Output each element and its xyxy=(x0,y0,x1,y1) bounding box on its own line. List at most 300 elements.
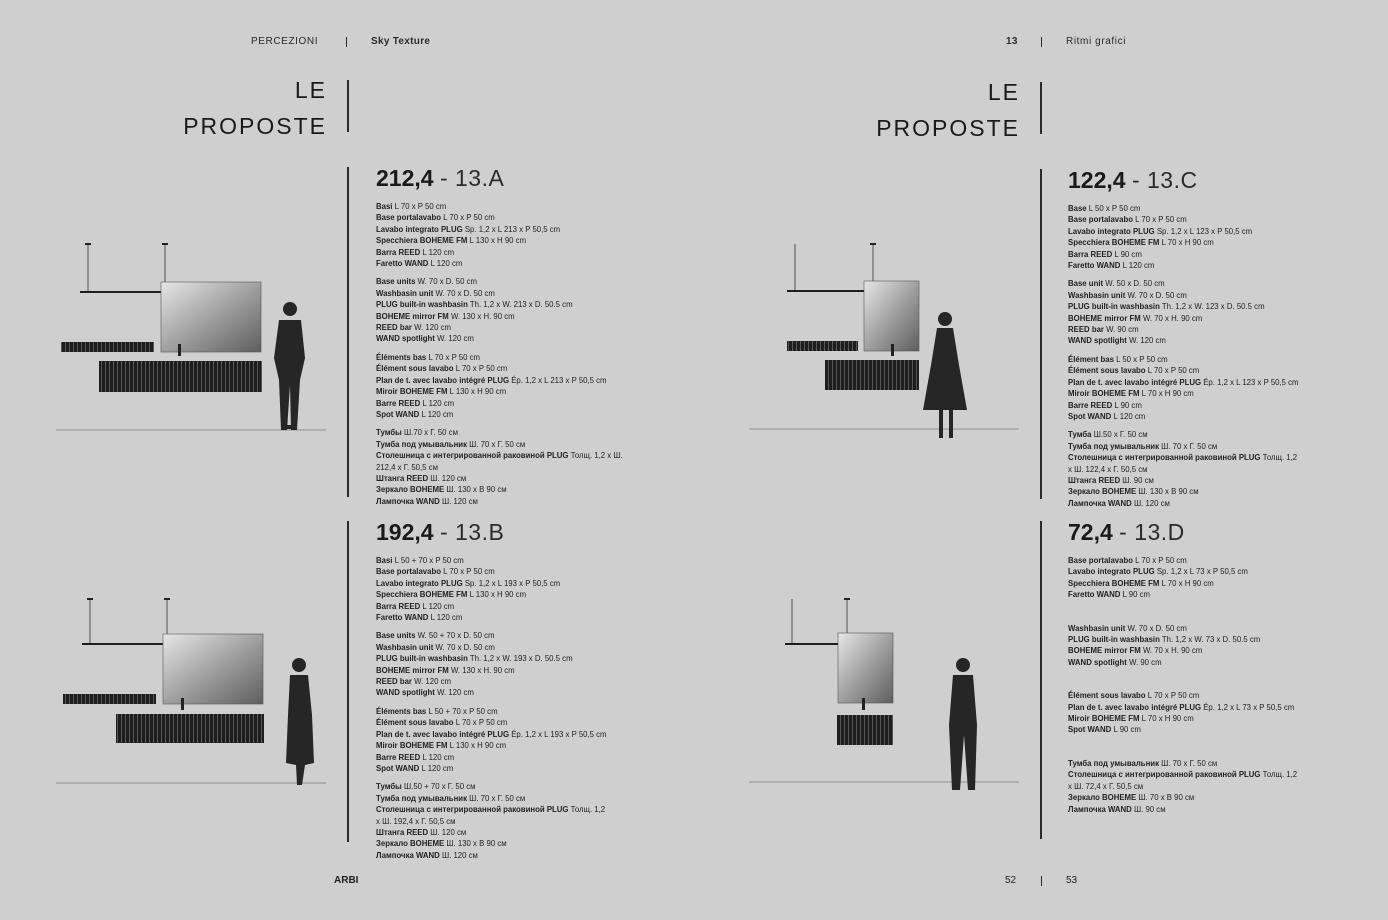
spec-line xyxy=(376,386,676,397)
spec-item-name: Élément sous lavabo xyxy=(1068,691,1146,701)
spec-item-name: Élément sous lavabo xyxy=(376,364,454,374)
spec-line xyxy=(1068,486,1368,497)
spec-line xyxy=(1068,335,1368,346)
spec-line xyxy=(1068,724,1368,735)
title-line: LE xyxy=(294,77,327,103)
spec-line xyxy=(1068,589,1368,600)
spec-item-size: W. 120 cm xyxy=(1126,336,1166,346)
spec-item-name: Washbasin unit xyxy=(376,288,434,298)
spec-item-size: L 70 x H 90 cm xyxy=(1159,578,1214,588)
spec-line xyxy=(1068,804,1368,815)
spec-item-size: Ш. 120 см xyxy=(439,850,478,860)
spec-item-size: W. 70 x D. 50 cm xyxy=(433,288,495,298)
spec-item-size: Th. 1,2 x W. 123 x D. 50.5 cm xyxy=(1159,302,1265,312)
spec-item-name: Штанга REED xyxy=(376,473,429,483)
composition-13d xyxy=(1068,519,1368,822)
spec-item-name: Тумба под умывальник xyxy=(376,793,468,803)
spec-item-size: Ш. 70 x Г. 50 см xyxy=(467,793,526,803)
spec-line xyxy=(376,706,676,717)
spec-line xyxy=(1068,411,1368,422)
spec-line xyxy=(376,752,676,763)
spec-item-name: Base portalavabo xyxy=(1068,215,1133,225)
spec-item-size: Ép. 1,2 x L 73 x P 50,5 cm xyxy=(1201,702,1295,712)
spec-item-name: Miroir BOHEME FM xyxy=(1068,389,1140,399)
spec-line xyxy=(376,311,676,322)
spec-line xyxy=(376,439,676,450)
tap xyxy=(178,344,181,356)
spec-item-size: W. 50 + 70 x D. 50 cm xyxy=(415,631,495,641)
spec-line xyxy=(1068,290,1368,301)
spec-line xyxy=(1068,475,1368,486)
spec-item-size: Ш. 130 x В 90 см xyxy=(1136,487,1199,497)
spec-line xyxy=(376,473,676,484)
spec-item-name: Тумбы xyxy=(376,782,402,792)
composition-size: 72,4 xyxy=(1068,519,1113,545)
spec-item-size: L 70 x P 50 cm xyxy=(1145,366,1200,376)
spec-group xyxy=(376,201,676,269)
spec-item-size: Ш. 120 см xyxy=(1131,498,1170,508)
spec-item-name: Miroir BOHEME FM xyxy=(376,387,448,397)
spec-item-size: Th. 1,2 x W. 213 x D. 50.5 cm xyxy=(467,300,573,310)
composition-id: - 13.D xyxy=(1119,519,1185,545)
spec-group xyxy=(376,427,676,507)
spec-item-size: L 70 x P 50 cm xyxy=(1133,215,1187,225)
composition-13b xyxy=(376,519,676,868)
header-divider xyxy=(346,37,347,47)
spec-item-size: L 120 cm xyxy=(1120,261,1155,271)
spec-item-name: PLUG built-in washbasin xyxy=(376,654,468,664)
spec-line xyxy=(376,612,676,623)
spec-item-size: W. 130 x H. 90 cm xyxy=(448,665,515,675)
spec-item-name: Base portalavabo xyxy=(376,213,441,223)
spec-line xyxy=(1068,713,1368,724)
spec-item-name: Лампочка WAND xyxy=(1068,804,1132,814)
footer-divider xyxy=(1041,876,1042,886)
spec-item-size: L 120 cm xyxy=(420,601,455,611)
spec-item-size: L 50 x P 50 cm xyxy=(1113,354,1168,364)
spec-item-name: PLUG built-in washbasin xyxy=(376,300,468,310)
composition-13a-illustration xyxy=(50,240,340,455)
spec-item-name: Тумба под умывальник xyxy=(376,439,468,449)
spec-group xyxy=(1068,690,1368,736)
title-rule xyxy=(1040,82,1042,134)
spec-item-name: BOHEME mirror FM xyxy=(1068,313,1141,323)
reed-bar xyxy=(80,291,173,293)
spec-item-name: WAND spotlight xyxy=(376,334,435,344)
spec-item-name: Washbasin unit xyxy=(1068,290,1126,300)
spec-item-name: Тумба под умывальник xyxy=(1068,441,1160,451)
spec-line xyxy=(1068,301,1368,312)
spec-item-name: Washbasin unit xyxy=(376,642,434,652)
spec-item-size: W. 70 x D. 50 cm xyxy=(1125,623,1187,633)
spec-item-size: Th. 1,2 x W. 193 x D. 50.5 cm xyxy=(467,654,573,664)
composition-code xyxy=(1068,519,1368,545)
header-divider xyxy=(1041,37,1042,47)
spec-item-name: Base portalavabo xyxy=(1068,556,1133,565)
washbasin-unit xyxy=(825,360,919,390)
spec-item-size: L 120 cm xyxy=(1111,411,1146,421)
spec-item-size: W. 70 x D. 50 cm xyxy=(415,277,477,287)
block-rule xyxy=(1040,169,1042,499)
spec-item-name: REED bar xyxy=(1068,325,1104,335)
spec-item-name: Штанга REED xyxy=(376,827,429,837)
spec-item-name: Base unit xyxy=(1068,279,1104,289)
spec-item-size: Sp. 1,2 x L 73 x P 50,5 cm xyxy=(1154,567,1248,577)
reed-bar xyxy=(82,643,175,645)
spec-item-size: W. 70 x D. 50 cm xyxy=(1125,290,1187,300)
footer-brand: ARBI xyxy=(334,875,359,886)
spec-item-size: W. 130 x H. 90 cm xyxy=(448,311,515,321)
spec-group xyxy=(376,276,676,344)
spec-item-size: x Ш. 122,4 x Г. 50,5 см xyxy=(1068,464,1148,474)
composition-13a xyxy=(376,165,676,514)
spec-line xyxy=(376,352,676,363)
spec-item-name: Штанга REED xyxy=(1068,475,1121,485)
spec-item-name: WAND spotlight xyxy=(1068,336,1127,346)
spec-item-name: Faretto WAND xyxy=(376,259,429,269)
spec-item-size: L 70 x P 50 cm xyxy=(441,213,495,223)
spec-item-size: L 120 cm xyxy=(428,613,463,623)
spec-line xyxy=(1068,452,1368,463)
spec-group xyxy=(376,352,676,420)
spec-group xyxy=(1068,429,1368,509)
spec-line xyxy=(1068,623,1368,634)
spec-line xyxy=(376,409,676,420)
spec-line xyxy=(376,555,676,566)
person-figure xyxy=(923,312,967,438)
footer-page-left: 52 xyxy=(1005,875,1017,886)
spec-line xyxy=(376,496,676,507)
spec-item-size: W. 70 x H. 90 cm xyxy=(1140,646,1203,656)
spec-item-size: Ш. 120 см xyxy=(428,827,467,837)
spec-line xyxy=(1068,388,1368,399)
spec-line xyxy=(376,235,676,246)
spec-line xyxy=(1068,578,1368,589)
spec-item-name: Spot WAND xyxy=(1068,411,1112,421)
spec-item-size: L 70 x P 50 cm xyxy=(1145,691,1200,701)
mirror xyxy=(838,633,893,703)
base-unit xyxy=(787,341,858,351)
spec-group xyxy=(376,706,676,774)
spec-line xyxy=(376,450,676,461)
spec-item-size: Толщ. 1,2 xyxy=(1260,453,1298,463)
spec-line xyxy=(376,850,676,861)
title-line: PROPOSTE xyxy=(183,113,327,139)
spec-line xyxy=(376,212,676,223)
spec-item-name: Тумбы xyxy=(376,428,402,438)
spec-item-name: Plan de t. avec lavabo intégré PLUG xyxy=(1068,377,1202,387)
spec-item-name: Зеркало BOHEME xyxy=(1068,793,1137,803)
spec-line xyxy=(376,566,676,577)
spec-item-name: Éléments bas xyxy=(376,706,427,716)
spec-line xyxy=(1068,555,1368,566)
spec-item-size: L 70 x P 50 cm xyxy=(453,718,508,728)
spec-item-size: 212,4 x Г. 50,5 см xyxy=(376,462,438,472)
spec-line xyxy=(376,427,676,438)
spec-group xyxy=(1068,354,1368,422)
spec-item-size: Sp. 1,2 x L 193 x P 50,5 cm xyxy=(462,578,561,588)
spec-line xyxy=(376,299,676,310)
spec-item-name: Лампочка WAND xyxy=(376,850,440,860)
spec-item-size: Sp. 1,2 x L 213 x P 50,5 cm xyxy=(462,224,561,234)
spec-item-size: L 130 x H 90 cm xyxy=(467,236,527,246)
spec-line xyxy=(1068,769,1368,780)
spec-item-size: L 130 x H 90 cm xyxy=(447,741,507,751)
spec-item-name: Barra REED xyxy=(376,601,421,611)
spec-line xyxy=(1068,566,1368,577)
spec-item-name: Spot WAND xyxy=(376,763,420,773)
spec-line xyxy=(376,838,676,849)
spec-line xyxy=(376,589,676,600)
spec-item-size: L 120 cm xyxy=(420,247,455,257)
spec-item-size: W. 120 cm xyxy=(434,688,474,698)
spec-group xyxy=(376,781,676,861)
spec-line xyxy=(376,333,676,344)
spec-item-size: L 130 x H 90 cm xyxy=(467,590,527,600)
spec-item-name: Barra REED xyxy=(1068,249,1113,259)
header-section-right: Ritmi grafici xyxy=(1066,36,1127,47)
spec-item-size: Толщ. 1,2 xyxy=(1260,770,1298,780)
spec-item-size: L 90 cm xyxy=(1112,400,1142,410)
spec-item-size: W. 90 cm xyxy=(1103,325,1139,335)
spec-line xyxy=(1068,758,1368,769)
composition-size: 192,4 xyxy=(376,519,434,545)
spec-item-size: Ш. 130 x В 90 см xyxy=(444,485,507,495)
spec-line xyxy=(376,642,676,653)
spec-line xyxy=(1068,400,1368,411)
spec-item-size: x Ш. 192,4 x Г. 50,5 см xyxy=(376,816,456,826)
header-collection: Sky Texture xyxy=(371,36,431,47)
spec-line xyxy=(376,687,676,698)
spec-list xyxy=(376,555,676,861)
composition-code xyxy=(1068,167,1368,193)
spec-item-name: Specchiera BOHEME FM xyxy=(376,590,468,600)
spec-item-size: Th. 1,2 x W. 73 x D. 50.5 cm xyxy=(1159,635,1261,645)
composition-13c-illustration xyxy=(745,240,1035,455)
spec-item-name: Lavabo integrato PLUG xyxy=(1068,226,1155,236)
spec-item-size: L 130 x H 90 cm xyxy=(447,387,507,397)
spec-item-size: L 90 cm xyxy=(1112,249,1142,259)
spec-item-name: Spot WAND xyxy=(1068,725,1112,735)
base-unit xyxy=(63,694,156,704)
spec-item-size: Ép. 1,2 x L 123 x P 50,5 cm xyxy=(1201,377,1299,387)
spec-item-size: L 90 cm xyxy=(1120,590,1151,600)
spec-line xyxy=(1068,226,1368,237)
spec-line xyxy=(376,247,676,258)
spec-item-size: L 70 x P 50 cm xyxy=(392,202,447,211)
spec-item-name: Faretto WAND xyxy=(1068,590,1121,600)
spec-item-name: REED bar xyxy=(376,677,412,687)
composition-13b-illustration xyxy=(50,595,340,805)
spec-line xyxy=(1068,260,1368,271)
spec-item-size: L 50 + 70 x P 50 cm xyxy=(426,706,498,716)
spec-item-size: L 120 cm xyxy=(428,259,463,269)
title-line: PROPOSTE xyxy=(876,115,1020,141)
spec-item-name: Miroir BOHEME FM xyxy=(1068,714,1140,724)
spec-item-size: Ш. 130 x В 90 см xyxy=(444,839,507,849)
spec-item-name: Faretto WAND xyxy=(1068,261,1121,271)
spec-line xyxy=(1068,702,1368,713)
spec-line xyxy=(1068,464,1368,475)
spec-item-size: W. 120 cm xyxy=(411,677,451,687)
spec-line xyxy=(376,258,676,269)
spec-group xyxy=(376,555,676,623)
spec-item-name: WAND spotlight xyxy=(1068,657,1127,667)
composition-id: - 13.B xyxy=(439,519,505,545)
spec-line xyxy=(376,653,676,664)
composition-code xyxy=(376,519,676,545)
spec-item-name: Столешница с интегрированной раковиной PLUG xyxy=(1068,453,1261,463)
spec-item-name: Lavabo integrato PLUG xyxy=(376,224,463,234)
page-title-right xyxy=(820,74,1020,146)
spec-item-size: L 70 x H 90 cm xyxy=(1159,238,1214,248)
spec-item-size: x Ш. 72,4 x Г. 50,5 см xyxy=(1068,781,1144,791)
header-section-left: PERCEZIONI xyxy=(251,36,319,47)
header-page-number: 13 xyxy=(1006,36,1018,47)
spec-item-name: Plan de t. avec lavabo intégré PLUG xyxy=(376,729,510,739)
spec-item-size: W. 70 x D. 50 cm xyxy=(433,642,495,652)
spec-group xyxy=(1068,623,1368,669)
mirror xyxy=(161,282,261,352)
spec-list xyxy=(1068,203,1368,509)
spec-item-size: Ш.50 x Г. 50 см xyxy=(1091,430,1148,440)
spec-line xyxy=(1068,214,1368,225)
spec-item-size: W. 90 cm xyxy=(1126,657,1162,667)
washbasin-unit xyxy=(837,715,893,745)
spec-line xyxy=(376,201,676,212)
spec-line xyxy=(376,363,676,374)
spec-item-name: Miroir BOHEME FM xyxy=(376,741,448,751)
spec-line xyxy=(1068,203,1368,214)
block-rule xyxy=(1040,521,1042,839)
spec-item-size: Ш. 90 см xyxy=(1120,475,1154,485)
spec-line xyxy=(376,729,676,740)
mirror xyxy=(163,634,263,704)
title-rule xyxy=(347,80,349,132)
spec-line xyxy=(376,676,676,687)
spec-item-size: L 70 x H 90 cm xyxy=(1139,714,1194,724)
spec-line xyxy=(376,578,676,589)
spec-item-name: Spot WAND xyxy=(376,409,420,419)
spec-line xyxy=(1068,365,1368,376)
spec-item-name: Столешница с интегрированной раковиной PLUG xyxy=(376,451,569,461)
spec-line xyxy=(1068,313,1368,324)
spec-item-name: Élément sous lavabo xyxy=(1068,366,1146,376)
spec-item-size: W. 70 x H. 90 cm xyxy=(1140,313,1203,323)
composition-13d-illustration xyxy=(745,595,1035,805)
spec-item-size: L 70 x P 50 cm xyxy=(1133,556,1187,565)
composition-code xyxy=(376,165,676,191)
spec-item-name: Barra REED xyxy=(376,247,421,257)
spec-item-size: Толщ. 1,2 x Ш. xyxy=(568,451,623,461)
person-figure xyxy=(286,658,314,785)
spec-item-name: Plan de t. avec lavabo intégré PLUG xyxy=(1068,702,1202,712)
washbasin-unit xyxy=(116,714,264,743)
spec-item-name: Base portalavabo xyxy=(376,567,441,577)
spec-item-name: Зеркало BOHEME xyxy=(1068,487,1137,497)
spec-line xyxy=(376,740,676,751)
spec-item-name: WAND spotlight xyxy=(376,688,435,698)
tap xyxy=(862,698,865,710)
spec-line xyxy=(1068,657,1368,668)
spec-item-size: Ép. 1,2 x L 213 x P 50,5 cm xyxy=(509,375,607,385)
spec-item-name: REED bar xyxy=(376,323,412,333)
spec-item-name: Specchiera BOHEME FM xyxy=(1068,578,1160,588)
composition-size: 212,4 xyxy=(376,165,434,191)
base-unit xyxy=(61,342,154,352)
spec-item-name: Plan de t. avec lavabo intégré PLUG xyxy=(376,375,510,385)
spec-line xyxy=(376,816,676,827)
spec-line xyxy=(1068,645,1368,656)
spec-list xyxy=(376,201,676,507)
spec-item-size: Ш. 120 см xyxy=(428,473,467,483)
spec-group xyxy=(1068,278,1368,346)
spec-item-name: Specchiera BOHEME FM xyxy=(1068,238,1160,248)
spec-item-name: Élément bas xyxy=(1068,354,1114,364)
spec-line xyxy=(376,601,676,612)
reed-bar xyxy=(787,290,873,292)
spec-list xyxy=(1068,555,1368,815)
spec-item-size: Ш.50 + 70 x Г. 50 см xyxy=(401,782,476,792)
person-figure xyxy=(949,658,977,790)
spec-item-name: Barre REED xyxy=(1068,400,1113,410)
spec-item-size: L 120 cm xyxy=(419,763,454,773)
spec-line xyxy=(376,398,676,409)
spec-item-size: L 50 + 70 x P 50 cm xyxy=(392,556,464,565)
spec-line xyxy=(1068,354,1368,365)
washbasin-unit xyxy=(99,361,262,392)
spec-item-name: Base xyxy=(1068,204,1087,213)
spec-line xyxy=(1068,377,1368,388)
spec-item-name: PLUG built-in washbasin xyxy=(1068,635,1160,645)
spec-item-size: L 120 cm xyxy=(420,752,455,762)
spec-line xyxy=(1068,429,1368,440)
spec-line xyxy=(376,484,676,495)
spec-item-size: W. 120 cm xyxy=(411,323,451,333)
spec-item-size: Ш. 70 x Г. 50 см xyxy=(1159,758,1218,768)
spec-line xyxy=(1068,237,1368,248)
spec-item-name: PLUG built-in washbasin xyxy=(1068,302,1160,312)
tap xyxy=(181,698,184,710)
spec-item-size: L 70 x P 50 cm xyxy=(441,567,495,577)
spec-item-name: Éléments bas xyxy=(376,352,427,362)
spec-item-name: Столешница с интегрированной раковиной PLUG xyxy=(376,805,569,815)
spec-item-name: Base units xyxy=(376,631,416,641)
spec-line xyxy=(1068,249,1368,260)
mirror xyxy=(864,281,919,351)
spec-item-size: Ш. 70 x Г. 50 см xyxy=(467,439,526,449)
spec-line xyxy=(376,804,676,815)
spec-item-size: Ш. 120 см xyxy=(439,496,478,506)
spec-item-name: Faretto WAND xyxy=(376,613,429,623)
block-rule xyxy=(347,521,349,842)
spec-group xyxy=(1068,758,1368,815)
spec-item-name: Lavabo integrato PLUG xyxy=(376,578,463,588)
spec-item-size: Ш. 90 см xyxy=(1131,804,1166,814)
spec-item-name: Barre REED xyxy=(376,398,421,408)
spec-item-size: L 90 cm xyxy=(1111,725,1141,735)
title-line: LE xyxy=(987,79,1020,105)
spec-item-name: Lavabo integrato PLUG xyxy=(1068,567,1155,577)
spec-item-name: BOHEME mirror FM xyxy=(376,665,449,675)
spec-line xyxy=(376,665,676,676)
spec-item-name: Base units xyxy=(376,277,416,287)
composition-id: - 13.C xyxy=(1131,167,1198,193)
spec-line xyxy=(1068,634,1368,645)
spec-line xyxy=(1068,441,1368,452)
spec-item-name: Столешница с интегрированной раковиной PLUG xyxy=(1068,770,1261,780)
spec-item-name: Washbasin unit xyxy=(1068,623,1126,633)
